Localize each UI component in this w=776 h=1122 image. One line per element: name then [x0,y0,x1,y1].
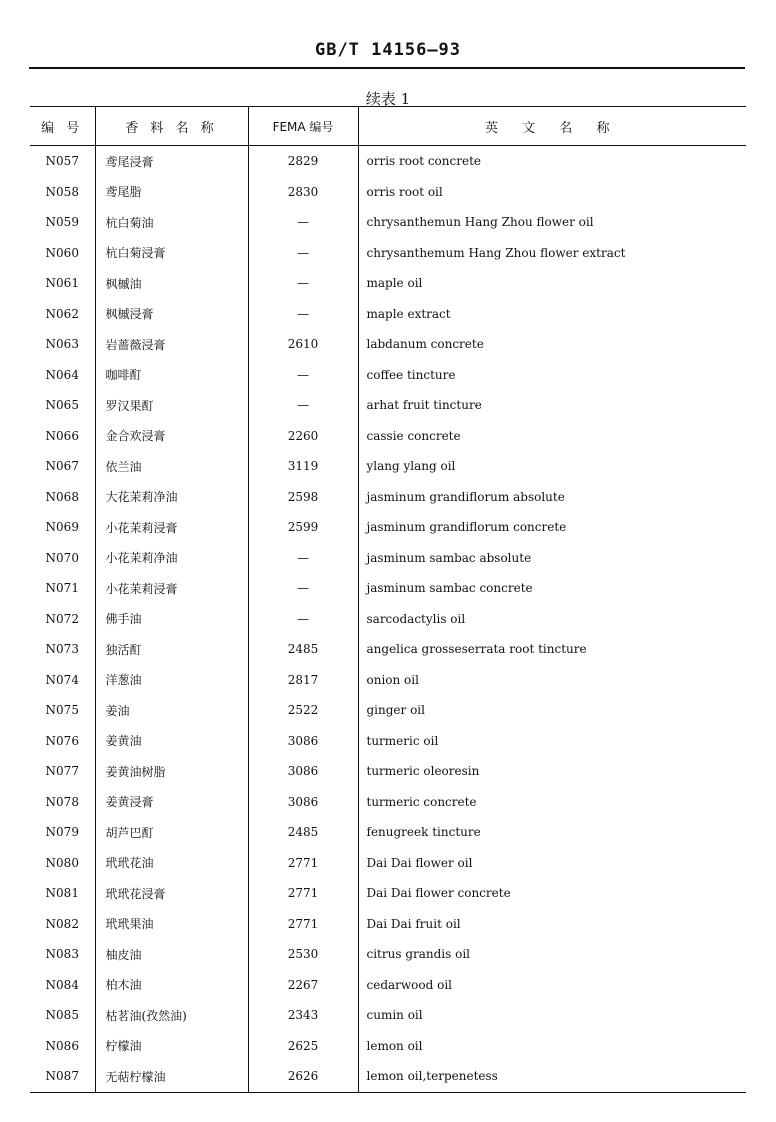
row-code: N085 [45,1008,79,1023]
row-code: N082 [45,916,79,931]
row-chinese-name: 小花茉莉浸膏 [95,512,248,543]
row-chinese-name: 无萜柠檬油 [95,1061,248,1092]
row-chinese-name: 枫槭油 [95,268,248,299]
row-english-name: turmeric concrete [358,787,746,818]
table-row [30,329,746,360]
row-fema-number: — [248,268,358,299]
table-row [30,909,746,940]
row-english-name: angelica grosseserrata root tincture [358,634,746,665]
row-english-name: Dai Dai flower concrete [358,878,746,909]
row-chinese-name: 杭白菊油 [95,207,248,238]
row-code: N071 [45,581,79,596]
table-row [30,543,746,574]
header-code: 编 号 [41,120,84,136]
table-row [30,390,746,421]
table-row [30,604,746,635]
row-chinese-name: 柠檬油 [95,1031,248,1062]
row-chinese-name: 柏木油 [95,970,248,1001]
row-fema-number: 2771 [248,878,358,909]
table-row [30,238,746,269]
row-fema-number: 2626 [248,1061,358,1092]
table-row [30,482,746,513]
row-english-name: lemon oil,terpenetess [358,1061,746,1092]
row-code: N058 [45,184,79,199]
row-fema-number: — [248,573,358,604]
row-code: N074 [45,672,79,687]
table-row [30,817,746,848]
row-english-name: citrus grandis oil [358,939,746,970]
row-english-name: jasminum sambac absolute [358,543,746,574]
row-code: N057 [45,154,79,169]
row-english-name: sarcodactylis oil [358,604,746,635]
table-row [30,878,746,909]
row-fema-number: 2625 [248,1031,358,1062]
row-chinese-name: 枯茗油(孜然油) [95,1000,248,1031]
row-code: N072 [45,611,79,626]
row-fema-number: 2771 [248,848,358,879]
row-english-name: jasminum grandiflorum concrete [358,512,746,543]
table-row [30,451,746,482]
row-chinese-name: 罗汉果酊 [95,390,248,421]
row-fema-number: — [248,543,358,574]
row-chinese-name: 胡芦巴酊 [95,817,248,848]
row-fema-number: 2267 [248,970,358,1001]
row-fema-number: 3086 [248,756,358,787]
table-row [30,695,746,726]
table-row [30,787,746,818]
row-fema-number: 2522 [248,695,358,726]
row-chinese-name: 鸢尾脂 [95,177,248,208]
row-fema-number: 2343 [248,1000,358,1031]
row-chinese-name: 玳玳花浸膏 [95,878,248,909]
header-fema: FEMA 编号 [248,107,358,146]
row-code: N084 [45,977,79,992]
row-fema-number: — [248,360,358,391]
table-row [30,726,746,757]
row-english-name: labdanum concrete [358,329,746,360]
row-english-name: orris root oil [358,177,746,208]
table-row [30,848,746,879]
row-english-name: maple oil [358,268,746,299]
row-chinese-name: 洋葱油 [95,665,248,696]
row-english-name: jasminum grandiflorum absolute [358,482,746,513]
row-fema-number: 2485 [248,817,358,848]
row-fema-number: — [248,238,358,269]
table-row [30,512,746,543]
row-code: N077 [45,764,79,779]
table-row [30,756,746,787]
table-row [30,634,746,665]
table-header-row [30,107,746,146]
row-english-name: orris root concrete [358,146,746,177]
row-english-name: cassie concrete [358,421,746,452]
row-english-name: cedarwood oil [358,970,746,1001]
row-fema-number: 2598 [248,482,358,513]
row-code: N076 [45,733,79,748]
table-row [30,299,746,330]
header-rule [29,67,745,69]
row-chinese-name: 玳玳果油 [95,909,248,940]
row-english-name: fenugreek tincture [358,817,746,848]
row-fema-number: — [248,390,358,421]
table-row [30,177,746,208]
row-english-name: cumin oil [358,1000,746,1031]
row-chinese-name: 姜黄油树脂 [95,756,248,787]
table-row [30,1000,746,1031]
row-english-name: Dai Dai flower oil [358,848,746,879]
row-chinese-name: 大花茉莉净油 [95,482,248,513]
row-fema-number: 2771 [248,909,358,940]
table-row [30,360,746,391]
row-fema-number: — [248,207,358,238]
row-english-name: ginger oil [358,695,746,726]
row-fema-number: 3119 [248,451,358,482]
flavor-table [30,106,746,1093]
row-fema-number: 2610 [248,329,358,360]
row-chinese-name: 小花茉莉净油 [95,543,248,574]
row-code: N075 [45,703,79,718]
row-code: N087 [45,1069,79,1084]
row-chinese-name: 小花茉莉浸膏 [95,573,248,604]
row-chinese-name: 咖啡酊 [95,360,248,391]
row-english-name: chrysanthemun Hang Zhou flower oil [358,207,746,238]
row-chinese-name: 依兰油 [95,451,248,482]
row-code: N063 [45,337,79,352]
row-chinese-name: 姜黄油 [95,726,248,757]
row-english-name: ylang ylang oil [358,451,746,482]
row-code: N067 [45,459,79,474]
table-row [30,573,746,604]
row-code: N080 [45,855,79,870]
row-code: N066 [45,428,79,443]
table-row [30,146,746,177]
row-english-name: turmeric oleoresin [358,756,746,787]
header-chinese-name: 香 料 名 称 [95,107,248,146]
row-chinese-name: 岩蔷薇浸膏 [95,329,248,360]
row-english-name: jasminum sambac concrete [358,573,746,604]
row-chinese-name: 姜油 [95,695,248,726]
row-fema-number: 2485 [248,634,358,665]
row-chinese-name: 柚皮油 [95,939,248,970]
row-chinese-name: 独活酊 [95,634,248,665]
row-fema-number: 2530 [248,939,358,970]
row-fema-number: 2830 [248,177,358,208]
table-row [30,939,746,970]
row-chinese-name: 姜黄浸膏 [95,787,248,818]
row-english-name: coffee tincture [358,360,746,391]
row-fema-number: 2599 [248,512,358,543]
row-chinese-name: 鸢尾浸膏 [95,146,248,177]
table-caption: 续表 1 [365,90,411,108]
row-fema-number: 2260 [248,421,358,452]
row-chinese-name: 金合欢浸膏 [95,421,248,452]
row-english-name: maple extract [358,299,746,330]
row-code: N064 [45,367,79,382]
row-english-name: Dai Dai fruit oil [358,909,746,940]
standard-number: GB/T 14156—93 [314,40,462,60]
row-chinese-name: 玳玳花油 [95,848,248,879]
table-row [30,970,746,1001]
row-fema-number: — [248,604,358,635]
row-code: N073 [45,642,79,657]
row-code: N065 [45,398,79,413]
row-english-name: onion oil [358,665,746,696]
row-chinese-name: 杭白菊浸膏 [95,238,248,269]
table-row [30,421,746,452]
row-code: N062 [45,306,79,321]
header-english-name: 英 文 名 称 [358,107,746,146]
row-code: N078 [45,794,79,809]
row-code: N081 [45,886,79,901]
row-code: N061 [45,276,79,291]
row-code: N068 [45,489,79,504]
table-row [30,1031,746,1062]
row-chinese-name: 佛手油 [95,604,248,635]
row-english-name: lemon oil [358,1031,746,1062]
row-fema-number: 3086 [248,726,358,757]
row-code: N060 [45,245,79,260]
row-code: N086 [45,1038,79,1053]
row-code: N059 [45,215,79,230]
table-row [30,1061,746,1092]
row-english-name: turmeric oil [358,726,746,757]
row-fema-number: — [248,299,358,330]
table-row [30,207,746,238]
row-english-name: arhat fruit tincture [358,390,746,421]
row-english-name: chrysanthemum Hang Zhou flower extract [358,238,746,269]
table-row [30,268,746,299]
row-code: N083 [45,947,79,962]
row-code: N070 [45,550,79,565]
row-fema-number: 2817 [248,665,358,696]
row-chinese-name: 枫槭浸膏 [95,299,248,330]
row-code: N079 [45,825,79,840]
row-code: N069 [45,520,79,535]
row-fema-number: 2829 [248,146,358,177]
table-row [30,665,746,696]
row-fema-number: 3086 [248,787,358,818]
